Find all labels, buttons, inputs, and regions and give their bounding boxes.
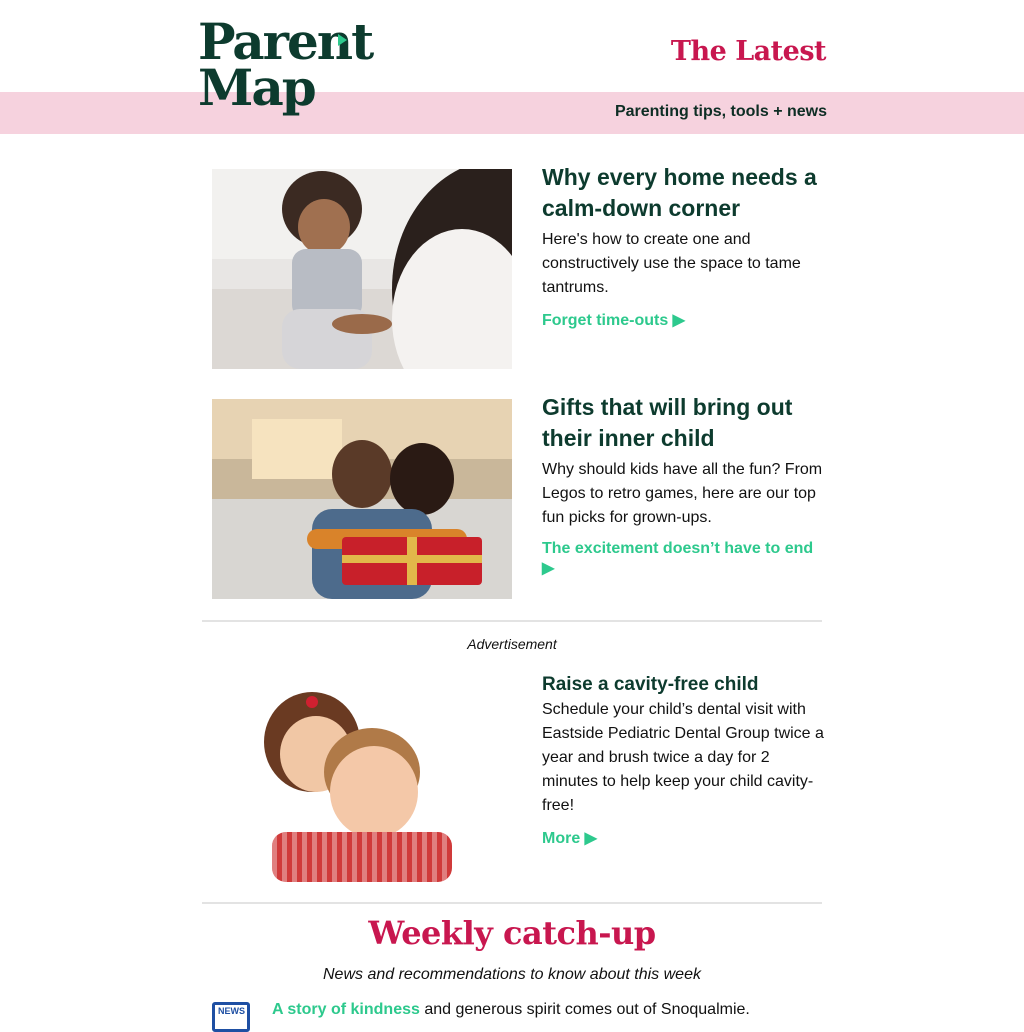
ad-title[interactable]: Raise a cavity-free child (542, 674, 759, 695)
article-link-forget-timeouts[interactable]: Forget time-outs ▶ (542, 312, 685, 329)
article-title[interactable]: Why every home needs a calm-down corner (542, 164, 817, 221)
header (0, 0, 1024, 92)
news-item (212, 1000, 832, 1024)
article-image-calm-down[interactable] (212, 169, 512, 369)
logo-play-icon (338, 34, 347, 46)
article-title[interactable]: Gifts that will bring out their inner child (542, 394, 793, 451)
weekly-catchup-title: Weekly catch-up (368, 914, 656, 952)
newspaper-icon (212, 1002, 250, 1032)
divider (202, 902, 822, 904)
section-title: The Latest (670, 36, 826, 67)
ad-image-smiling-kids[interactable] (252, 682, 462, 882)
article-description: Why should kids have all the fun? From Legos to retro games, here are our top fun picks for grown-ups. (542, 461, 823, 526)
article-link-excitement[interactable]: The excitement doesn’t have to end ▶ (542, 540, 814, 577)
news-link-story-of-kindness[interactable]: A story of kindness (272, 1001, 420, 1018)
ad-dental (212, 672, 824, 882)
advertisement-label: Advertisement (467, 636, 557, 652)
article-description: Here's how to create one and constructively use the space to tame tantrums. (542, 231, 801, 296)
ad-more-link[interactable]: More ▶ (542, 830, 597, 847)
article-image-gifts[interactable] (212, 399, 512, 599)
divider (202, 620, 822, 622)
logo-word-map: Map (198, 58, 315, 117)
article-calm-down-corner (212, 162, 824, 372)
article-gifts (212, 392, 824, 602)
article-text (542, 392, 827, 578)
news-item-text (272, 1000, 750, 1020)
tagline: Parenting tips, tools + news (614, 103, 827, 120)
ad-text (542, 672, 827, 848)
tagline-band (0, 92, 1024, 134)
parentmap-logo[interactable] (198, 12, 373, 122)
article-text (542, 162, 827, 330)
ad-description: Schedule your child’s dental visit with Eastside Pediatric Dental Group twice a year and brush twice a day for 2 minutes to help keep your child cavity-free! (542, 701, 824, 814)
news-item-body: and generous spirit comes out of Snoqualmie. (419, 1001, 750, 1018)
logo-word-parent: Parent (198, 12, 373, 71)
weekly-catchup-subtitle: News and recommendations to know about this week (323, 966, 701, 983)
newspaper-icon-label: NEWS (218, 1006, 245, 1016)
